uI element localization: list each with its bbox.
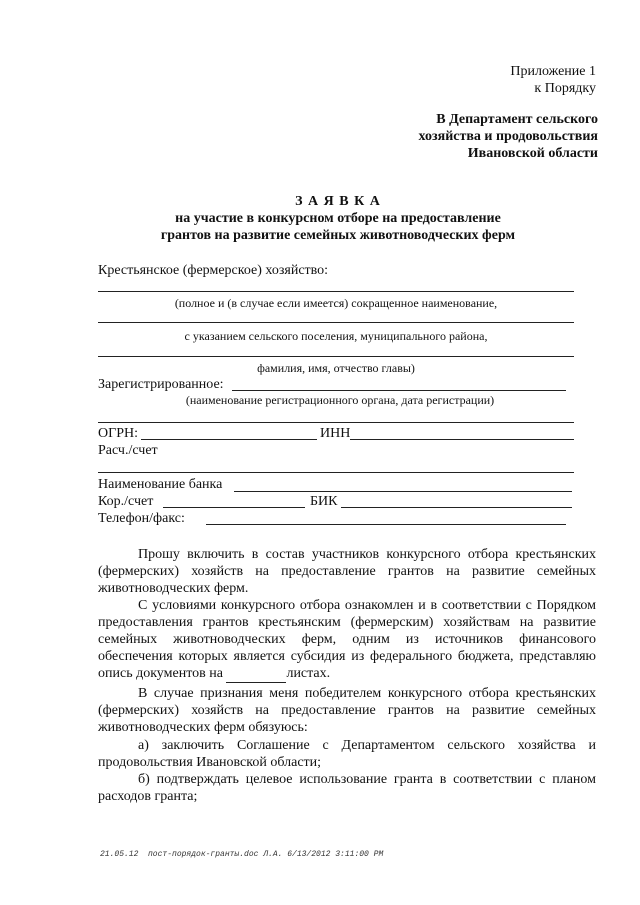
paragraph-conditions (98, 597, 596, 683)
farm-hint-3: фамилия, имя, отчество главы) (257, 361, 415, 375)
appendix-line-2: к Порядку (534, 81, 596, 96)
title-line-2: грантов на развитие семейных животноводческих ферм (160, 228, 516, 243)
bank-line[interactable] (234, 491, 572, 492)
obligation-item-b: б) подтверждать целевое использование гранта в соответствии с планом расходов гранта; (98, 772, 596, 804)
farm-hint-1: (полное и (в случае если имеется) сокращенное наименование, (174, 296, 498, 310)
bik-line[interactable] (341, 507, 572, 508)
recipient-line-3: Ивановской области (467, 146, 598, 161)
farm-hint-2: с указанием сельского поселения, муниципального района, (184, 329, 488, 343)
inn-label: ИНН (320, 426, 351, 441)
phone-line[interactable] (206, 524, 566, 525)
ogrn-line[interactable] (141, 439, 317, 440)
registered-label: Зарегистрированное: (98, 377, 224, 392)
paragraph-obligations: В случае признания меня победителем конкурсного отбора крестьянских (фермерских) хозяйств на предоставление грантов на развитие семейных животноводческих ферм обязуюсь: (98, 686, 596, 735)
phone-label: Телефон/факс: (98, 511, 185, 526)
bik-label: БИК (310, 494, 338, 509)
farm-location-line[interactable] (98, 322, 574, 323)
account-line[interactable] (98, 472, 574, 473)
paragraph-conditions-pages: листах. (286, 666, 331, 681)
appendix-line-1: Приложение 1 (510, 64, 596, 79)
obligation-item-a: а) заключить Соглашение с Департаментом сельского хозяйства и продовольствия Ивановской области; (98, 738, 596, 770)
title-line-1: на участие в конкурсном отборе на предоставление (175, 211, 501, 226)
farm-name-line[interactable] (98, 291, 574, 292)
registered-line[interactable] (232, 390, 566, 391)
registered-hint: (наименование регистрационного органа, дата регистрации) (185, 393, 495, 407)
paragraph-conditions-text: С условиями конкурсного отбора ознакомлен и в соответствии с Порядком предоставления грантов крестьянским (фермерским) хозяйствам на развитие семейных животноводческих ферм, одним из источников финансового обеспечения которых является субсидия из федерального бюджета, представляю опись документов на (98, 598, 596, 681)
farm-head-line[interactable] (98, 356, 574, 357)
document-footer: 21.05.12 пост-порядок-гранты.doc Л.А. 6/13/2012 3:11:00 PM (100, 850, 384, 859)
inn-line[interactable] (350, 439, 574, 440)
ogrn-label: ОГРН: (98, 426, 138, 441)
corr-account-line[interactable] (163, 507, 305, 508)
farm-label: Крестьянское (фермерское) хозяйство: (98, 263, 329, 278)
paragraph-request: Прошу включить в состав участников конкурсного отбора крестьянских (фермерских) хозяйств на предоставление грантов на развитие семейных животноводческих ферм. (98, 547, 596, 596)
registered-line-2[interactable] (98, 422, 574, 423)
document-title: З А Я В К А (295, 194, 381, 209)
recipient-line-2: хозяйства и продовольствия (418, 129, 598, 144)
recipient-line-1: В Департамент сельского (436, 112, 598, 127)
account-label: Расч./счет (98, 443, 158, 458)
bank-label: Наименование банка (98, 477, 223, 492)
pages-count-blank[interactable] (226, 665, 286, 683)
corr-account-label: Кор./счет (98, 494, 154, 509)
